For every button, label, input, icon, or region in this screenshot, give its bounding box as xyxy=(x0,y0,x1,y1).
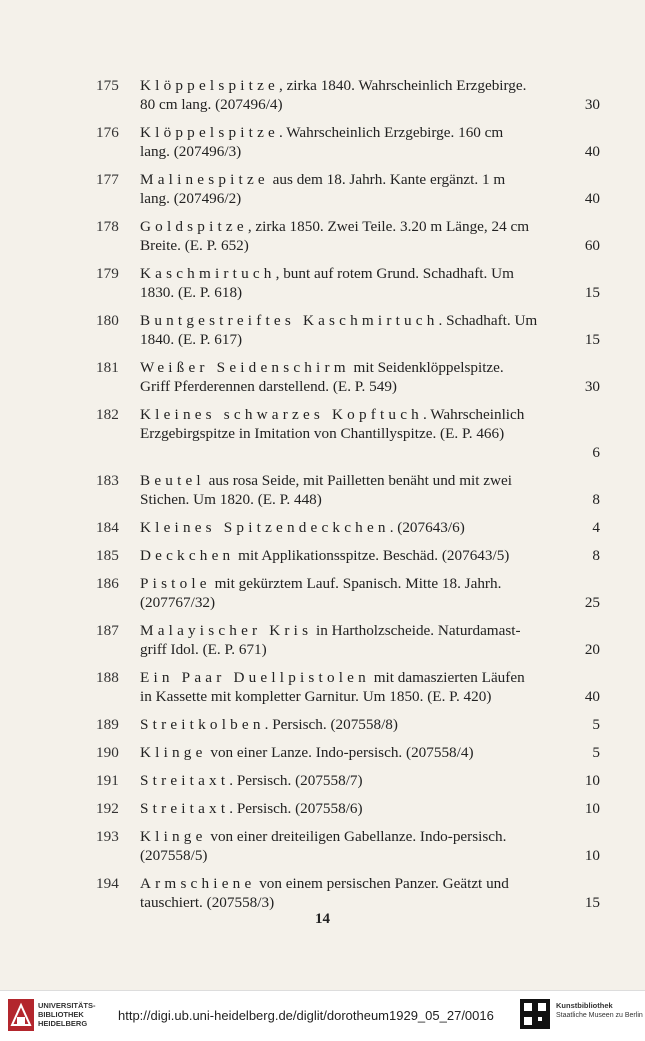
lot-line-1 xyxy=(140,715,600,734)
kunstbibliothek-name: Kunstbibliothek Staatliche Museen zu Berlin xyxy=(556,1001,643,1019)
lot-keyword: Kaschmirtuch xyxy=(140,265,276,282)
lot-description xyxy=(140,771,600,790)
university-library-logo-icon xyxy=(8,999,34,1031)
lot-price: 30 xyxy=(584,378,600,395)
lot-keyword: Malinespitze xyxy=(140,171,269,188)
lot-price: 15 xyxy=(584,894,600,911)
lot-text-continued: tauschiert. (207558/3) xyxy=(140,894,275,911)
lot-text: mit Seidenklöppelspitze. xyxy=(349,359,504,376)
lot-text: , zirka 1840. Wahrscheinlich Erzgebirge. xyxy=(278,77,527,94)
lot-keyword: Deckchen xyxy=(140,547,235,564)
lot-line-1 xyxy=(140,668,600,687)
lot-line-2 xyxy=(140,593,600,612)
lot-line-2 xyxy=(140,142,600,161)
lot-line-1 xyxy=(140,311,600,330)
lot-keyword: Klöppelspitze xyxy=(140,124,279,141)
lot-line-2 xyxy=(140,687,600,706)
lot-text-continued: Stichen. Um 1820. (E. P. 448) xyxy=(140,491,322,508)
lot-description xyxy=(140,668,600,706)
lot-number: 192 xyxy=(96,800,119,817)
lot-keyword: Armschiene xyxy=(140,875,256,892)
lot-description xyxy=(140,874,600,912)
lot-price: 20 xyxy=(584,641,600,658)
lot-line-1 xyxy=(140,264,600,283)
kunstbibliothek-logo-icon xyxy=(520,999,550,1029)
lot-entry xyxy=(96,76,600,114)
lot-description xyxy=(140,827,600,865)
lot-number: 182 xyxy=(96,406,119,423)
lot-text: aus rosa Seide, mit Pailletten benäht und mit zwei xyxy=(204,472,512,489)
lot-keyword: Klöppelspitze xyxy=(140,77,279,94)
lot-keyword: Malayischer Kris xyxy=(140,622,313,639)
lot-line-1 xyxy=(140,518,600,537)
lot-price: 40 xyxy=(584,688,600,705)
lot-description xyxy=(140,621,600,659)
lot-description xyxy=(140,574,600,612)
lot-entry xyxy=(96,715,600,734)
lot-price: 8 xyxy=(592,547,600,564)
lot-text-continued: 1830. (E. P. 618) xyxy=(140,284,243,301)
lot-description xyxy=(140,715,600,734)
lot-line-2 xyxy=(140,490,600,509)
lot-number: 181 xyxy=(96,359,119,376)
lot-price: 5 xyxy=(592,744,600,761)
lot-line-2 xyxy=(140,189,600,208)
lot-text-continued: (207767/32) xyxy=(140,594,216,611)
lot-text: von einer dreiteiligen Gabellanze. Indo-persisch. xyxy=(206,828,507,845)
lot-line-1 xyxy=(140,827,600,846)
lot-entry xyxy=(96,311,600,349)
lot-line-1 xyxy=(140,358,600,377)
lot-line-2 xyxy=(140,283,600,302)
lot-description xyxy=(140,799,600,818)
lot-keyword: Kleines Spitzendeckchen xyxy=(140,519,390,536)
lot-description xyxy=(140,358,600,396)
lot-number: 185 xyxy=(96,547,119,564)
lot-entry xyxy=(96,264,600,302)
lot-list xyxy=(96,76,600,921)
lot-description xyxy=(140,76,600,114)
lot-text: mit Applikationsspitze. Beschäd. (207643/5) xyxy=(234,547,510,564)
lot-number: 186 xyxy=(96,575,119,592)
lot-price: 15 xyxy=(584,331,600,348)
lot-description xyxy=(140,123,600,161)
lot-price-line xyxy=(140,443,600,462)
lot-line-1 xyxy=(140,170,600,189)
lot-entry xyxy=(96,170,600,208)
lot-entry xyxy=(96,827,600,865)
lot-text: mit damaszierten Läufen xyxy=(369,669,525,686)
lot-keyword: Streitaxt xyxy=(140,800,230,817)
lot-description xyxy=(140,518,600,537)
lot-text-continued: in Kassette mit kompletter Garnitur. Um 1850. (E. P. 420) xyxy=(140,688,492,705)
lot-line-1 xyxy=(140,574,600,593)
lot-entry xyxy=(96,518,600,537)
lot-entry xyxy=(96,471,600,509)
lot-keyword: Kleines schwarzes Kopftuch xyxy=(140,406,423,423)
lot-number: 179 xyxy=(96,265,119,282)
lot-text: . Schadhaft. Um xyxy=(438,312,538,329)
lot-price: 5 xyxy=(592,716,600,733)
lot-number: 190 xyxy=(96,744,119,761)
lot-number: 193 xyxy=(96,828,119,845)
lot-price: 8 xyxy=(592,491,600,508)
lot-number: 188 xyxy=(96,669,119,686)
lot-line-1 xyxy=(140,123,600,142)
lot-number: 177 xyxy=(96,171,119,188)
lot-keyword: Goldspitze xyxy=(140,218,248,235)
lot-text: , bunt auf rotem Grund. Schadhaft. Um xyxy=(275,265,514,282)
lot-description xyxy=(140,311,600,349)
lot-number: 184 xyxy=(96,519,119,536)
source-url-link[interactable]: http://digi.ub.uni-heidelberg.de/diglit/dorotheum1929_05_27/0016 xyxy=(118,1008,494,1023)
lot-text-continued: Erzgebirgspitze in Imitation von Chantillyspitze. (E. P. 466) xyxy=(140,425,505,442)
lot-price: 40 xyxy=(584,143,600,160)
lot-line-1 xyxy=(140,76,600,95)
lot-number: 187 xyxy=(96,622,119,639)
lot-price: 10 xyxy=(584,772,600,789)
lot-line-2 xyxy=(140,846,600,865)
lot-entry xyxy=(96,217,600,255)
lot-line-1 xyxy=(140,621,600,640)
lot-line-1 xyxy=(140,471,600,490)
lot-entry xyxy=(96,874,600,912)
lot-price: 4 xyxy=(592,519,600,536)
lot-entry xyxy=(96,668,600,706)
lot-text-continued: 1840. (E. P. 617) xyxy=(140,331,243,348)
lot-text: . Persisch. (207558/7) xyxy=(229,772,363,789)
lot-line-2 xyxy=(140,95,600,114)
lot-text: . Persisch. (207558/8) xyxy=(264,716,398,733)
lot-number: 191 xyxy=(96,772,119,789)
lot-entry xyxy=(96,546,600,565)
footer-bar xyxy=(0,990,645,1041)
lot-line-1 xyxy=(140,405,600,424)
lot-text-continued: (207558/5) xyxy=(140,847,208,864)
lot-entry xyxy=(96,799,600,818)
lot-line-1 xyxy=(140,743,600,762)
lot-keyword: Pistole xyxy=(140,575,211,592)
lot-description xyxy=(140,546,600,565)
lot-text: in Hartholzscheide. Naturdamast- xyxy=(312,622,521,639)
lot-number: 180 xyxy=(96,312,119,329)
lot-text-continued: Griff Pferderennen darstellend. (E. P. 549) xyxy=(140,378,397,395)
lot-number: 176 xyxy=(96,124,119,141)
lot-price: 6 xyxy=(592,444,600,461)
lot-keyword: Beutel xyxy=(140,472,205,489)
lot-text: von einer Lanze. Indo-persisch. (207558/4) xyxy=(206,744,474,761)
lot-number: 189 xyxy=(96,716,119,733)
lot-price: 60 xyxy=(584,237,600,254)
lot-keyword: Klinge xyxy=(140,828,207,845)
lot-line-2 xyxy=(140,377,600,396)
lot-text-continued: lang. (207496/3) xyxy=(140,143,242,160)
lot-text-continued: lang. (207496/2) xyxy=(140,190,242,207)
lot-text: . Persisch. (207558/6) xyxy=(229,800,363,817)
lot-number: 194 xyxy=(96,875,119,892)
lot-keyword: Ein Paar Duellpistolen xyxy=(140,669,370,686)
lot-text: mit gekürztem Lauf. Spanisch. Mitte 18. Jahrh. xyxy=(210,575,502,592)
lot-price: 40 xyxy=(584,190,600,207)
lot-keyword: Buntgestreiftes Kaschmirtuch xyxy=(140,312,439,329)
lot-keyword: Klinge xyxy=(140,744,207,761)
lot-entry xyxy=(96,621,600,659)
lot-text-continued: 80 cm lang. (207496/4) xyxy=(140,96,283,113)
lot-description xyxy=(140,264,600,302)
lot-line-1 xyxy=(140,874,600,893)
lot-keyword: Weißer Seidenschirm xyxy=(140,359,350,376)
lot-entry xyxy=(96,771,600,790)
lot-entry xyxy=(96,743,600,762)
lot-line-2 xyxy=(140,236,600,255)
lot-entry xyxy=(96,358,600,396)
page-number: 14 xyxy=(315,911,330,927)
lot-text-continued: Breite. (E. P. 652) xyxy=(140,237,249,254)
lot-text: . Wahrscheinlich Erzgebirge. 160 cm xyxy=(278,124,504,141)
lot-text: von einem persischen Panzer. Geätzt und xyxy=(255,875,509,892)
lot-text: . (207643/6) xyxy=(389,519,465,536)
lot-number: 183 xyxy=(96,472,119,489)
lot-description xyxy=(140,170,600,208)
lot-text: . Wahrscheinlich xyxy=(422,406,525,423)
lot-text: aus dem 18. Jahrh. Kante ergänzt. 1 m xyxy=(268,171,506,188)
lot-line-2 xyxy=(140,893,600,912)
lot-price: 15 xyxy=(584,284,600,301)
lot-line-2 xyxy=(140,330,600,349)
lot-price: 25 xyxy=(584,594,600,611)
lot-line-1 xyxy=(140,217,600,236)
lot-line-1 xyxy=(140,771,600,790)
lot-description xyxy=(140,405,600,462)
university-library-name: UNIVERSITÄTS- BIBLIOTHEK HEIDELBERG xyxy=(38,1001,96,1028)
lot-entry xyxy=(96,405,600,462)
lot-line-2 xyxy=(140,640,600,659)
lot-price: 10 xyxy=(584,847,600,864)
lot-line-2 xyxy=(140,424,600,443)
lot-keyword: Streitaxt xyxy=(140,772,230,789)
lot-price: 10 xyxy=(584,800,600,817)
lot-keyword: Streitkolben xyxy=(140,716,265,733)
lot-price: 30 xyxy=(584,96,600,113)
lot-description xyxy=(140,743,600,762)
lot-number: 178 xyxy=(96,218,119,235)
lot-number: 175 xyxy=(96,77,119,94)
lot-entry xyxy=(96,574,600,612)
lot-description xyxy=(140,217,600,255)
lot-text: , zirka 1850. Zwei Teile. 3.20 m Länge, 24 cm xyxy=(247,218,530,235)
lot-text-continued: griff Idol. (E. P. 671) xyxy=(140,641,267,658)
lot-line-1 xyxy=(140,799,600,818)
lot-entry xyxy=(96,123,600,161)
lot-line-1 xyxy=(140,546,600,565)
lot-description xyxy=(140,471,600,509)
